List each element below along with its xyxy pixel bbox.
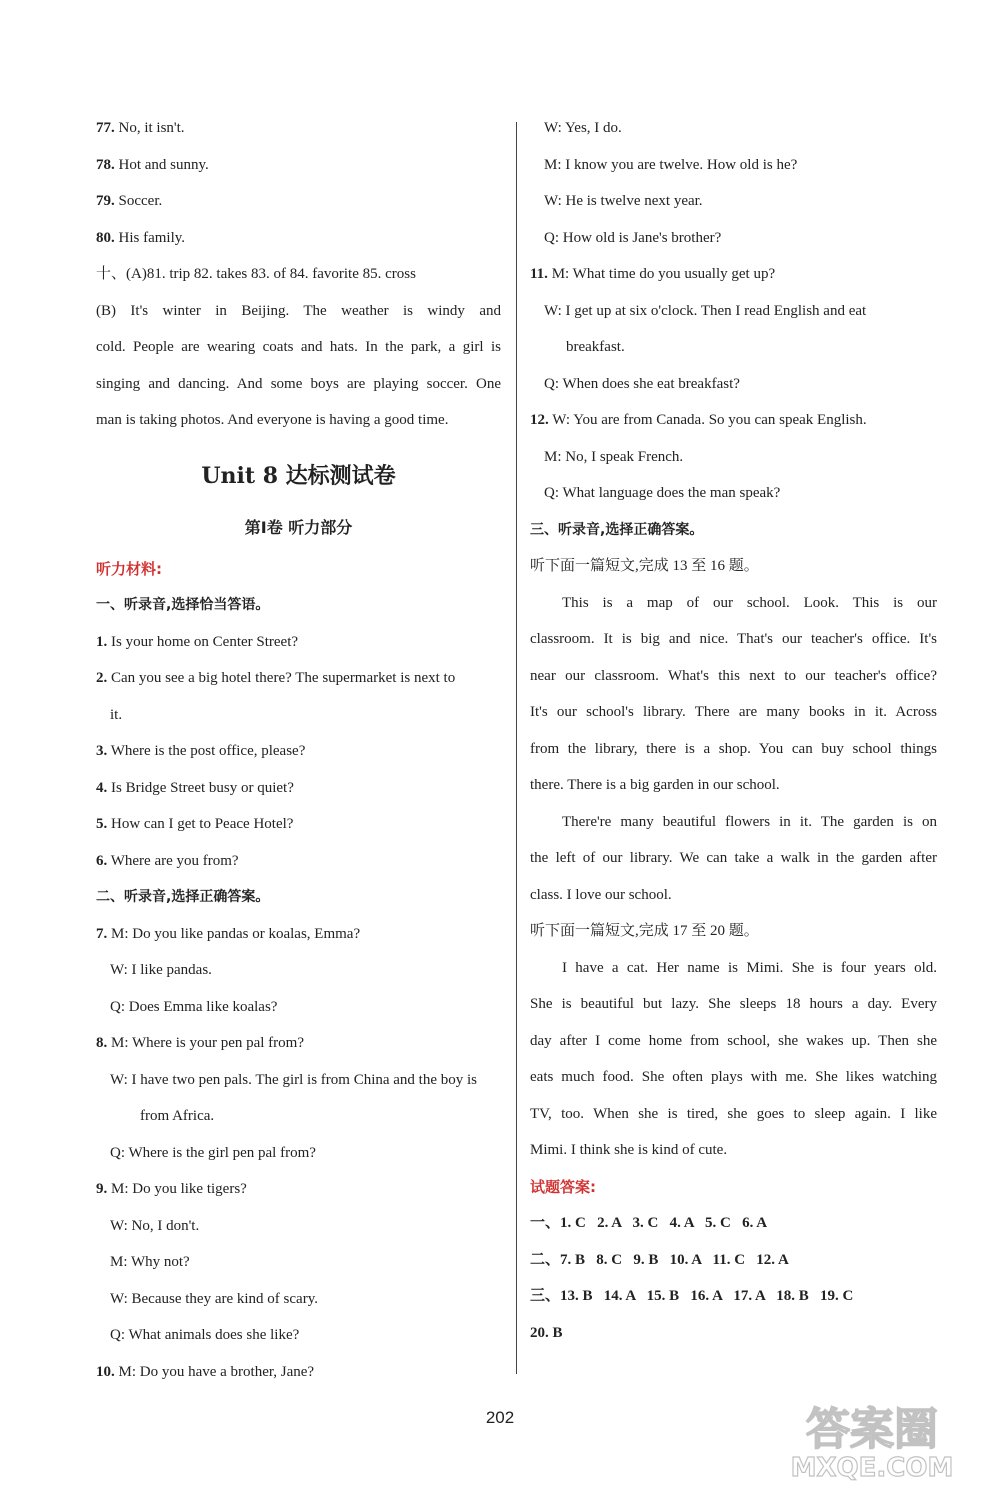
passage-1-intro: 听下面一篇短文,完成 13 至 16 题。 (530, 558, 759, 574)
dialog-continuation (530, 110, 937, 512)
numbered-line (96, 770, 501, 807)
item-text: How can I get to Peace Hotel? (107, 816, 294, 832)
item-text: Q: When does she eat breakfast? (544, 375, 740, 392)
item-text: Q: What language does the man speak? (544, 485, 781, 501)
passage-line: eats much food. She often plays with me. She likes watching (530, 1069, 937, 1085)
item-text: M: No, I speak French. (544, 448, 684, 465)
numbered-line (530, 147, 937, 184)
numbered-line (96, 110, 501, 147)
item-text: Q: How old is Jane's brother? (544, 229, 722, 246)
section-2-dialogs (96, 916, 501, 1391)
numbered-line (96, 989, 501, 1026)
item-number: 6. (96, 852, 108, 869)
answer-row: 一、1. C 2. A 3. C 4. A 5. C 6. A (530, 1215, 768, 1231)
item-number: 8. (96, 1035, 108, 1051)
item-text: Soccer. (114, 193, 163, 209)
item-number: 10. (96, 1363, 115, 1380)
numbered-line (96, 952, 501, 989)
passage-line: near our classroom. What's this next to our teacher's office? (530, 667, 937, 684)
item-text: W: He is twelve next year. (544, 193, 703, 209)
answer-key (530, 1205, 937, 1351)
numbered-line (96, 1135, 501, 1172)
numbered-line (96, 1281, 501, 1318)
answer-list-77-80 (96, 110, 501, 256)
passage-line: I have a cat. Her name is Mimi. She is four years old. (562, 959, 937, 976)
item-text: M: Why not? (110, 1254, 190, 1270)
column-divider (516, 122, 517, 1374)
item-number: 12. (530, 412, 549, 428)
item-number: 11. (530, 266, 548, 282)
item-text: M: Do you have a brother, Jane? (114, 1363, 315, 1380)
section-1-items (96, 624, 501, 880)
item-text: Q: Where is the girl pen pal from? (110, 1144, 316, 1161)
passage-line: singing and dancing. And some boys are playing soccer. One (96, 375, 501, 392)
left-column (96, 110, 501, 1390)
item-text: W: Because they are kind of scary. (110, 1290, 318, 1307)
numbered-line (96, 733, 501, 770)
numbered-line (530, 366, 937, 403)
item-text: His family. (114, 229, 186, 246)
numbered-line (530, 110, 937, 147)
numbered-line (530, 329, 937, 366)
numbered-line (530, 293, 937, 330)
item-text: M: Where is your pen pal from? (107, 1035, 305, 1051)
item-number: 78. (96, 156, 115, 173)
passage-line: She is beautiful but lazy. She sleeps 18 hours a day. Every (530, 996, 937, 1012)
passage-line: (B) It's winter in Beijing. The weather is windy and (96, 302, 501, 319)
item-number: 79. (96, 193, 115, 209)
item-number: 3. (96, 743, 108, 759)
numbered-line (96, 843, 501, 880)
right-column (530, 110, 937, 1351)
item-text: W: No, I don't. (110, 1217, 200, 1234)
section-1-heading: 一、听录音,选择恰当答语。 (96, 597, 270, 613)
passage-line: cold. People are wearing coats and hats. In the park, a girl is (96, 339, 501, 355)
item-text: M: Do you like tigers? (107, 1181, 247, 1197)
numbered-line (530, 475, 937, 512)
item-number: 9. (96, 1181, 108, 1197)
item-text: W: I like pandas. (110, 962, 212, 978)
numbered-line (96, 1354, 501, 1391)
item-number: 7. (96, 925, 108, 942)
item-number: 2. (96, 670, 108, 686)
item-number: 4. (96, 779, 108, 796)
numbered-line (96, 1171, 501, 1208)
item-text: No, it isn't. (114, 120, 185, 136)
passage-line: day after I come home from school, she wakes up. Then she (530, 1032, 937, 1049)
watermark-url: MXQE.COM (790, 1453, 954, 1483)
watermark-logo (752, 1396, 992, 1484)
item-text: W: You are from Canada. So you can speak English. (548, 412, 867, 428)
section-10-b-passage (96, 293, 501, 439)
passage-line: classroom. It is big and nice. That's our teacher's office. It's (530, 631, 937, 647)
item-text: W: I have two pen pals. The girl is from China and the boy is (110, 1071, 478, 1088)
numbered-line (96, 660, 501, 697)
numbered-line (96, 183, 501, 220)
item-text: it. (110, 706, 123, 723)
passage-line: This is a map of our school. Look. This is our (562, 594, 937, 611)
numbered-line (530, 439, 937, 476)
item-number: 77. (96, 120, 115, 136)
section-10-answers: 十、(A)81. trip 82. takes 83. of 84. favorite 85. cross (96, 266, 416, 282)
item-number: 5. (96, 816, 108, 832)
item-text: M: What time do you usually get up? (547, 266, 776, 282)
numbered-line (96, 1025, 501, 1062)
numbered-line (96, 1062, 501, 1099)
numbered-line (96, 624, 501, 661)
item-text: M: I know you are twelve. How old is he? (544, 156, 798, 173)
passage-line: Mimi. I think she is kind of cute. (530, 1142, 728, 1158)
item-number: 80. (96, 229, 115, 246)
section-3-heading: 三、听录音,选择正确答案。 (530, 521, 704, 538)
numbered-line (96, 147, 501, 184)
unit-title: Unit 8 达标测试卷 (201, 462, 396, 489)
item-text: Can you see a big hotel there? The supermarket is next to (107, 670, 456, 686)
numbered-line (96, 1244, 501, 1281)
item-text: Where are you from? (107, 852, 239, 869)
section-2-heading: 二、听录音,选择正确答案。 (96, 889, 270, 905)
watermark-text: 答案圈 (806, 1404, 938, 1455)
item-text: Is Bridge Street busy or quiet? (107, 779, 294, 796)
listening-material-label: 听力材料: (96, 559, 162, 578)
numbered-line (96, 1098, 501, 1135)
item-text: breakfast. (566, 339, 625, 355)
passage-line: TV, too. When she is tired, she goes to sleep again. I like (530, 1105, 937, 1122)
item-text: Hot and sunny. (114, 156, 209, 173)
item-text: from Africa. (140, 1108, 215, 1124)
passage-line: there. There is a big garden in our school. (530, 777, 780, 793)
numbered-line (96, 1317, 501, 1354)
passage-line: It's our school's library. There are many books in it. Across (530, 704, 937, 720)
page-number: 202 (485, 1408, 515, 1427)
passage-line: the left of our library. We can take a walk in the garden after (530, 850, 937, 866)
part-title: 第Ⅰ卷 听力部分 (244, 517, 353, 537)
item-text: W: Yes, I do. (544, 120, 622, 136)
numbered-line (96, 916, 501, 953)
answer-row: 20. B (530, 1324, 563, 1341)
answer-row: 二、7. B 8. C 9. B 10. A 11. C 12. A (530, 1251, 789, 1268)
answer-row: 三、13. B 14. A 15. B 16. A 17. A 18. B 19. C (530, 1288, 854, 1304)
item-text: Where is the post office, please? (107, 743, 306, 759)
item-text: Q: What animals does she like? (110, 1327, 300, 1343)
passage-1 (530, 585, 937, 914)
answers-label: 试题答案: (530, 1177, 596, 1196)
passage-line: There're many beautiful flowers in it. The garden is on (562, 813, 937, 830)
item-text: Is your home on Center Street? (107, 633, 299, 650)
passage-line: from the library, there is a shop. You can buy school things (530, 740, 937, 757)
passage-2-intro: 听下面一篇短文,完成 17 至 20 题。 (530, 923, 759, 939)
item-number: 1. (96, 633, 108, 650)
numbered-line (96, 806, 501, 843)
numbered-line (530, 256, 937, 293)
passage-line: class. I love our school. (530, 886, 672, 903)
item-text: W: I get up at six o'clock. Then I read English and eat (544, 302, 867, 319)
item-text: M: Do you like pandas or koalas, Emma? (107, 925, 361, 942)
item-text: Q: Does Emma like koalas? (110, 998, 278, 1015)
numbered-line (96, 220, 501, 257)
numbered-line (530, 183, 937, 220)
passage-line: man is taking photos. And everyone is having a good time. (96, 412, 449, 428)
numbered-line (530, 220, 937, 257)
numbered-line (96, 1208, 501, 1245)
numbered-line (96, 697, 501, 734)
numbered-line (530, 402, 937, 439)
passage-2 (530, 950, 937, 1169)
